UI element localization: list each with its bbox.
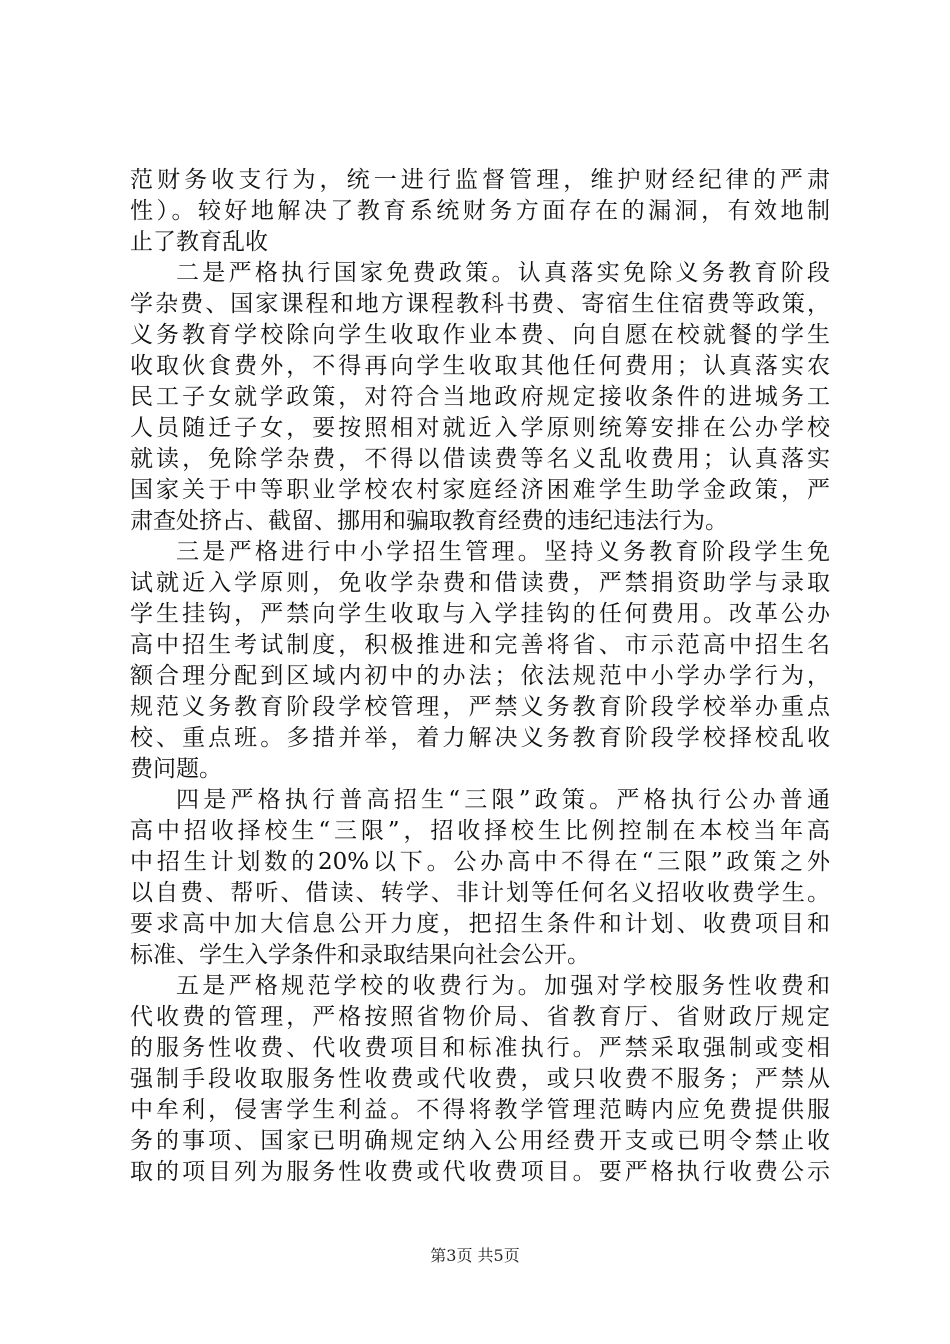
text-line: 国家关于中等职业学校农村家庭经济困难学生助学金政策，严 <box>130 477 830 503</box>
text-line: 二是严格执行国家免费政策。认真落实免除义务教育阶段 <box>176 260 830 286</box>
text-line: 义务教育学校除向学生收取作业本费、向自愿在校就餐的学生 <box>130 322 830 348</box>
text-line: 中招生计划数的20%以下。公办高中不得在“三限”政策之外 <box>130 849 830 875</box>
text-line: 学杂费、国家课程和地方课程教科书费、寄宿生住宿费等政策， <box>130 291 830 317</box>
text-line: 民工子女就学政策，对符合当地政府规定接收条件的进城务工 <box>130 384 830 410</box>
text-line: 三是严格进行中小学招生管理。坚持义务教育阶段学生免 <box>176 539 830 565</box>
text-line: 费问题。 <box>130 756 222 782</box>
text-line: 收取伙食费外，不得再向学生收取其他任何费用；认真落实农 <box>130 353 830 379</box>
text-line: 高中招生考试制度，积极推进和完善将省、市示范高中招生名 <box>130 632 830 658</box>
text-line: 性）。较好地解决了教育系统财务方面存在的漏洞，有效地制 <box>130 198 830 224</box>
text-line: 试就近入学原则，免收学杂费和借读费，严禁捐资助学与录取 <box>130 570 830 596</box>
text-line: 以自费、帮听、借读、转学、非计划等任何名义招收收费学生。 <box>130 880 830 906</box>
text-line: 范财务收支行为，统一进行监督管理，维护财经纪律的严肃 <box>130 167 830 193</box>
text-line: 学生挂钩，严禁向学生收取与入学挂钩的任何费用。改革公办 <box>130 601 830 627</box>
text-line: 规范义务教育阶段学校管理，严禁义务教育阶段学校举办重点 <box>130 694 830 720</box>
text-line: 标准、学生入学条件和录取结果向社会公开。 <box>130 942 590 968</box>
text-line: 强制手段收取服务性收费或代收费，或只收费不服务；严禁从 <box>130 1066 830 1092</box>
text-line: 高中招收择校生“三限”，招收择校生比例控制在本校当年高 <box>130 818 830 844</box>
text-line: 止了教育乱收 <box>130 229 268 255</box>
text-line: 取的项目列为服务性收费或代收费项目。要严格执行收费公示 <box>130 1159 830 1185</box>
text-line: 的服务性收费、代收费项目和标准执行。严禁采取强制或变相 <box>130 1035 830 1061</box>
text-line: 四是严格执行普高招生“三限”政策。严格执行公办普通 <box>176 787 830 813</box>
text-line: 人员随迁子女，要按照相对就近入学原则统筹安排在公办学校 <box>130 415 830 441</box>
page-footer: 第3页 共5页 <box>430 1246 520 1265</box>
text-line: 五是严格规范学校的收费行为。加强对学校服务性收费和 <box>176 973 830 999</box>
text-line: 要求高中加大信息公开力度，把招生条件和计划、收费项目和 <box>130 911 830 937</box>
text-line: 校、重点班。多措并举，着力解决义务教育阶段学校择校乱收 <box>130 725 830 751</box>
text-line: 就读，免除学杂费，不得以借读费等名义乱收费用；认真落实 <box>130 446 830 472</box>
text-line: 代收费的管理，严格按照省物价局、省教育厅、省财政厅规定 <box>130 1004 830 1030</box>
body-text <box>130 165 830 1188</box>
text-line: 中牟利，侵害学生利益。不得将教学管理范畴内应免费提供服 <box>130 1097 830 1123</box>
text-line: 额合理分配到区域内初中的办法；依法规范中小学办学行为， <box>130 663 830 689</box>
text-line: 务的事项、国家已明确规定纳入公用经费开支或已明令禁止收 <box>130 1128 830 1154</box>
text-line: 肃查处挤占、截留、挪用和骗取教育经费的违纪违法行为。 <box>130 508 728 534</box>
